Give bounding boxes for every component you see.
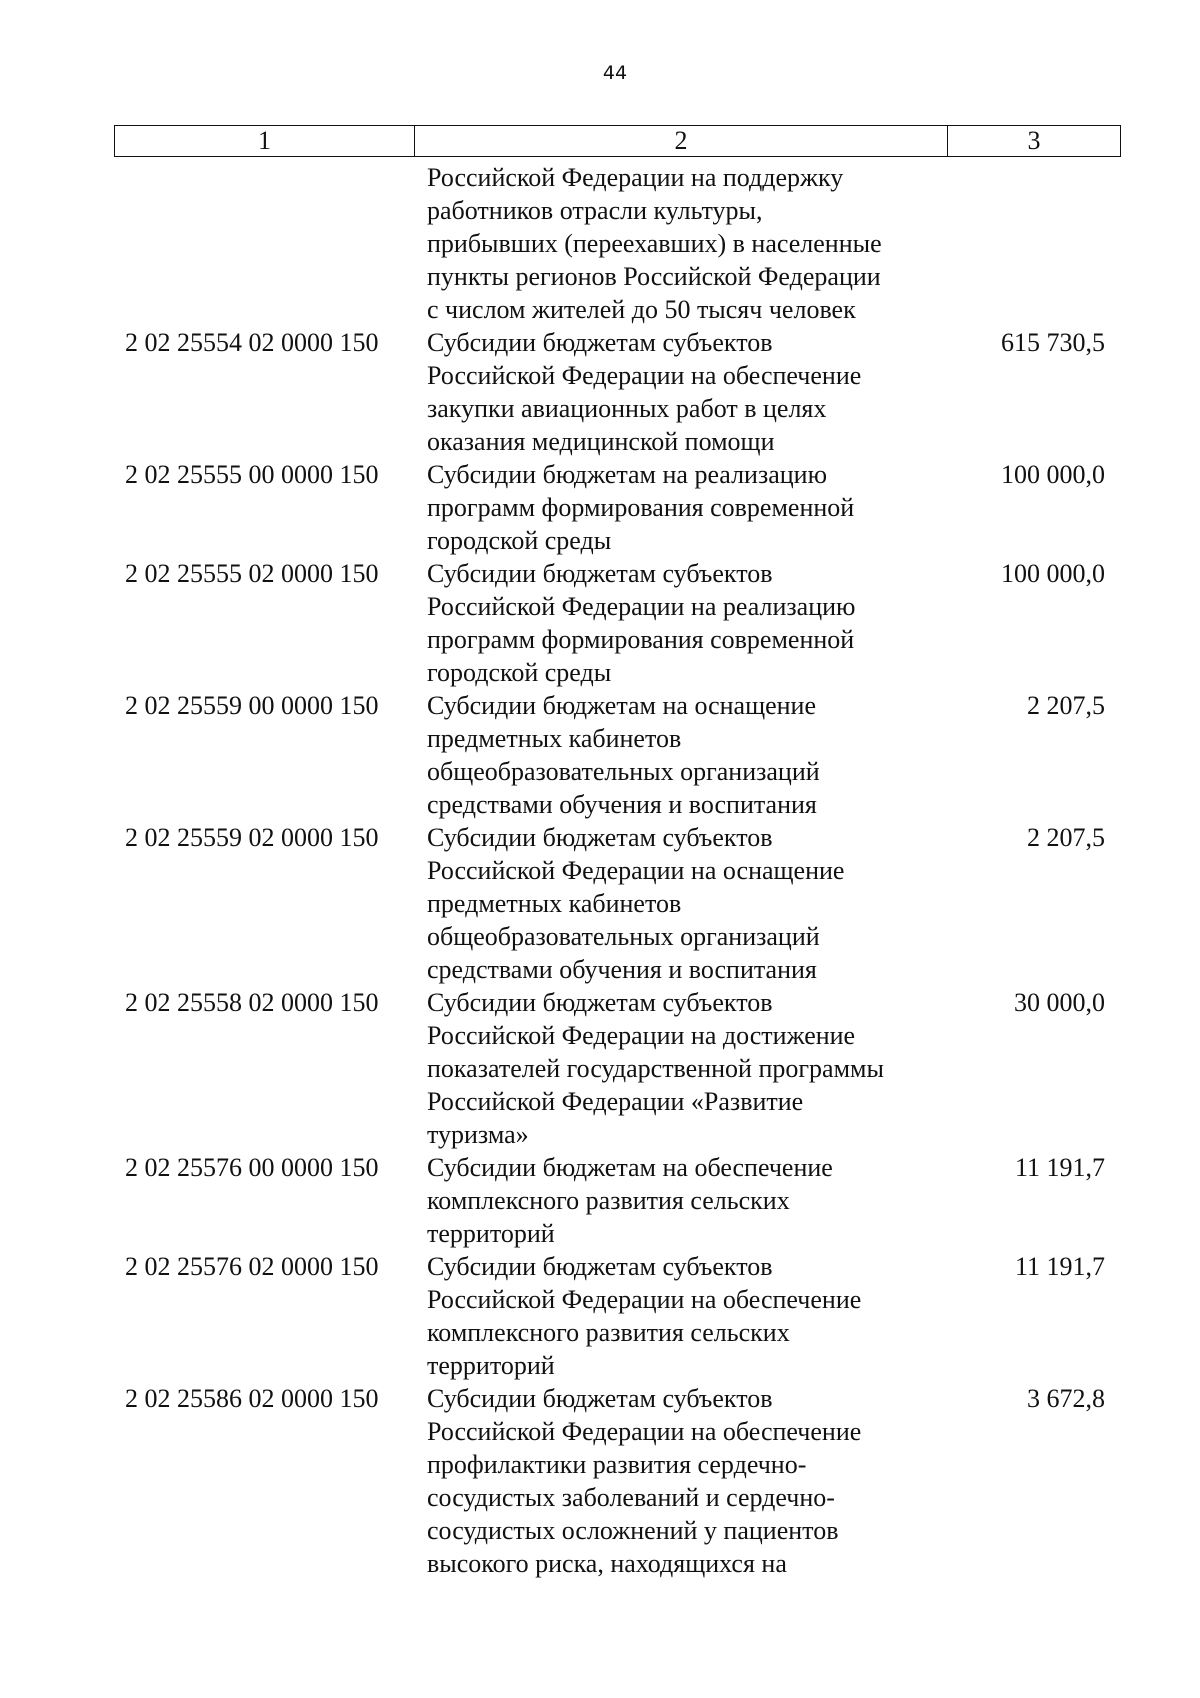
row-code: 2 02 25559 02 0000 150	[125, 823, 379, 852]
table-row	[0, 986, 1200, 1151]
page-number: 44	[602, 62, 628, 84]
row-amount: 2 207,5	[1027, 691, 1105, 720]
row-description: Субсидии бюджетам субъектов Российской Федерации на реализацию программ формирования современной городской среды	[427, 559, 856, 687]
row-description: Субсидии бюджетам субъектов Российской Федерации на обеспечение закупки авиационных работ в целях оказания медицинской помощи	[427, 328, 862, 456]
row-amount: 3 672,8	[1027, 1384, 1105, 1413]
row-amount: 100 000,0	[1001, 559, 1105, 588]
column-header-1: 1	[115, 126, 415, 157]
table-row	[0, 458, 1200, 557]
row-description: Субсидии бюджетам на оснащение предметных кабинетов общеобразовательных организаций средствами обучения и воспитания	[427, 691, 820, 819]
table-row	[0, 1151, 1200, 1250]
column-header-table	[114, 125, 1121, 157]
row-amount: 100 000,0	[1001, 460, 1105, 489]
row-description: Российской Федерации на поддержку работников отрасли культуры, прибывших (переехавших) в населенные пункты регионов Российской Федерации с числом жителей до 50 тысяч человек	[427, 163, 882, 324]
row-code: 2 02 25576 00 0000 150	[125, 1153, 379, 1182]
table-row	[0, 689, 1200, 821]
table-row	[0, 326, 1200, 458]
table-row	[0, 557, 1200, 689]
table-row	[0, 1250, 1200, 1382]
row-description: Субсидии бюджетам субъектов Российской Федерации на обеспечение комплексного развития сельских территорий	[427, 1252, 862, 1380]
column-header-row	[115, 126, 1121, 157]
table-row	[0, 1382, 1200, 1580]
row-description: Субсидии бюджетам на обеспечение комплексного развития сельских территорий	[427, 1153, 833, 1248]
row-amount: 2 207,5	[1027, 823, 1105, 852]
row-description: Субсидии бюджетам субъектов Российской Федерации на достижение показателей государственной программы Российской Федерации «Развитие туризма»	[427, 988, 884, 1149]
row-amount: 615 730,5	[1001, 328, 1105, 357]
row-description: Субсидии бюджетам субъектов Российской Федерации на обеспечение профилактики развития сердечно- сосудистых заболеваний и сердечно- сосудистых осложнений у пациентов высокого риска, находящихся на	[427, 1384, 862, 1578]
row-code: 2 02 25555 00 0000 150	[125, 460, 379, 489]
row-amount: 11 191,7	[1014, 1153, 1105, 1182]
row-amount: 11 191,7	[1014, 1252, 1105, 1281]
row-code: 2 02 25554 02 0000 150	[125, 328, 379, 357]
table-row	[0, 821, 1200, 986]
budget-rows	[0, 161, 1200, 1580]
row-code: 2 02 25559 00 0000 150	[125, 691, 379, 720]
row-code: 2 02 25558 02 0000 150	[125, 988, 379, 1017]
row-code: 2 02 25576 02 0000 150	[125, 1252, 379, 1281]
column-header-2: 2	[415, 126, 948, 157]
row-code: 2 02 25586 02 0000 150	[125, 1384, 379, 1413]
table-row	[0, 161, 1200, 326]
row-description: Субсидии бюджетам субъектов Российской Федерации на оснащение предметных кабинетов общеобразовательных организаций средствами обучения и воспитания	[427, 823, 845, 984]
row-amount: 30 000,0	[1014, 988, 1105, 1017]
row-description: Субсидии бюджетам на реализацию программ формирования современной городской среды	[427, 460, 855, 555]
row-code: 2 02 25555 02 0000 150	[125, 559, 379, 588]
column-header-3: 3	[948, 126, 1121, 157]
